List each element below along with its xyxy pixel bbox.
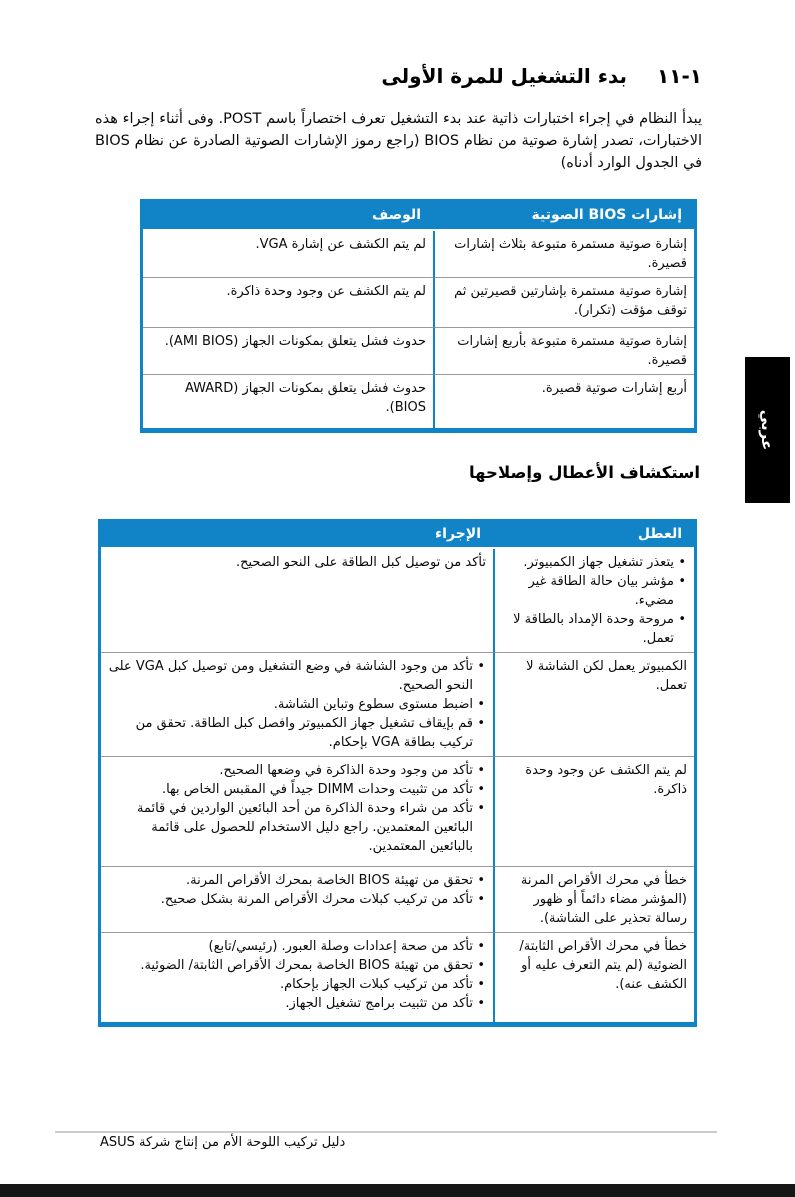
beep-signal-cell: إشارة صوتية مستمرة متبوعة بأربع إشارات قصيرة. <box>433 327 694 374</box>
cell-list <box>502 553 687 648</box>
section-title-text: بدء التشغيل للمرة الأولى <box>381 64 628 88</box>
action-cell <box>101 932 493 1022</box>
beep-signal-cell: إشارة صوتية مستمرة متبوعة بثلاث إشارات قصيرة. <box>433 231 694 277</box>
list-item: لم يتم الكشف عن وجود وحدة ذاكرة. <box>525 763 687 797</box>
problem-cell <box>493 932 694 1022</box>
list-item: • مروحة وحدة الإمداد بالطاقة لا تعمل. <box>502 610 687 648</box>
cell-list <box>502 657 687 695</box>
list-item: • تأكد من تثبيت برامج تشغيل الجهاز. <box>108 994 486 1013</box>
cell-list <box>108 553 486 572</box>
list-item: • تأكد من تركيب كبلات محرك الأقراص المرنة بشكل صحيح. <box>108 890 486 909</box>
beep-description-cell: لم يتم الكشف عن إشارة VGA. <box>255 237 426 252</box>
table-row <box>101 549 694 652</box>
cell-list <box>502 761 687 799</box>
troubleshooting-table-grid <box>101 522 694 1022</box>
cell-list <box>108 871 486 909</box>
list-item: • تأكد من تثبيت وحدات DIMM جيداً في المقبس الخاص بها. <box>108 780 486 799</box>
bottom-bar <box>0 1184 795 1197</box>
list-item: • تحقق من تهيئة BIOS الخاصة بمحرك الأقراص المرنة. <box>108 871 486 890</box>
list-item: • تأكد من شراء وحدة الذاكرة من أحد البائعين الواردين في قائمة البائعين المعتمدين. راجع دليل الاستخدام للحصول على قائمة بالبائعين المعتمدين. <box>108 799 486 856</box>
beep-description-header: الوصف <box>143 202 433 231</box>
page-title <box>381 64 702 88</box>
list-item: • يتعذر تشغيل جهاز الكمبيوتر. <box>502 553 687 572</box>
list-item: • مؤشر بيان حالة الطاقة غير مضيء. <box>502 572 687 610</box>
language-tab-label: عربي <box>758 409 777 451</box>
action-cell <box>101 652 493 756</box>
table-header-row <box>143 202 694 231</box>
list-item: • قم بإيقاف تشغيل جهاز الكمبيوتر وافصل كبل الطاقة. تحقق من تركيب بطاقة VGA بإحكام. <box>108 714 486 752</box>
trouble-action-header: الإجراء <box>101 522 493 549</box>
language-tab <box>745 357 790 503</box>
action-cell <box>101 549 493 652</box>
table-row <box>143 327 694 374</box>
table-row <box>143 277 694 327</box>
table-row <box>101 866 694 932</box>
list-item: خطأ في محرك الأقراص الثابتة/ الضوئية (لم يتم التعرف عليه أو الكشف عنه). <box>519 939 687 992</box>
problem-cell <box>493 866 694 932</box>
section-number: ١-١١ <box>657 64 702 88</box>
list-item: • تأكد من وجود الشاشة في وضع التشغيل ومن توصيل كبل VGA على النحو الصحيح. <box>108 657 486 695</box>
list-item: • تأكد من وجود وحدة الذاكرة في وضعها الصحيح. <box>108 761 486 780</box>
cell-list <box>108 761 486 856</box>
table-row <box>101 756 694 866</box>
troubleshooting-heading: استكشاف الأعطال وإصلاحها <box>468 463 700 482</box>
list-item: • تأكد من تركيب كبلات الجهاز بإحكام. <box>108 975 486 994</box>
action-cell <box>101 866 493 932</box>
beep-description-cell: حدوث فشل يتعلق بمكونات الجهاز (AWARD BIOS). <box>143 374 433 428</box>
table-row <box>143 231 694 277</box>
cell-list <box>108 657 486 752</box>
list-item: الكمبيوتر يعمل لكن الشاشة لا تعمل. <box>526 659 687 693</box>
list-item: خطأ في محرك الأقراص المرنة (المؤشر مضاء دائماً أو ظهور رسالة تحذير على الشاشة). <box>520 873 687 926</box>
beep-description-cell: حدوث فشل يتعلق بمكونات الجهاز (AMI BIOS). <box>143 327 433 374</box>
troubleshooting-table <box>98 519 697 1027</box>
table-row <box>101 932 694 1022</box>
beep-signal-header: إشارات BIOS الصوتية <box>433 202 694 231</box>
list-item: تأكد من توصيل كبل الطاقة على النحو الصحيح. <box>235 555 486 570</box>
problem-cell <box>493 549 694 652</box>
intro-paragraph: يبدأ النظام في إجراء اختبارات ذاتية عند بدء التشغيل تعرف اختصاراً باسم POST. وفى أثناء إجراء هذه الاختبارات، تصدر إشارة صوتية من نظام BIOS (راجع رموز الإشارات الصوتية الصادرة عن نظام BIOS في الجدول الوارد أدناه) <box>95 111 703 171</box>
trouble-problem-header: العطل <box>493 522 694 549</box>
beep-signal-cell: أربع إشارات صوتية قصيرة. <box>433 374 694 428</box>
bios-beep-table-grid <box>143 202 694 428</box>
cell-list <box>502 871 687 928</box>
beep-description-cell: لم يتم الكشف عن وجود وحدة ذاكرة. <box>143 277 433 327</box>
table-header-row <box>101 522 694 549</box>
list-item: • تحقق من تهيئة BIOS الخاصة بمحرك الأقراص الثابتة/ الضوئية. <box>108 956 486 975</box>
problem-cell <box>493 652 694 756</box>
cell-list <box>502 937 687 994</box>
list-item: • اضبط مستوى سطوع وتباين الشاشة. <box>108 695 486 714</box>
list-item: • تأكد من صحة إعدادات وصلة العبور. (رئيسي/تابع) <box>108 937 486 956</box>
beep-signal-cell: إشارة صوتية مستمرة بإشارتين قصيرتين ثم توقف مؤقت (تكرار). <box>433 277 694 327</box>
cell-list <box>108 937 486 1013</box>
action-cell <box>101 756 493 866</box>
problem-cell <box>493 756 694 866</box>
table-row <box>143 374 694 428</box>
table-row <box>101 652 694 756</box>
footer-text: دليل تركيب اللوحة الأم من إنتاج شركة ASUS <box>100 1135 346 1150</box>
bios-beep-table <box>140 199 697 433</box>
footer-divider <box>55 1131 717 1133</box>
